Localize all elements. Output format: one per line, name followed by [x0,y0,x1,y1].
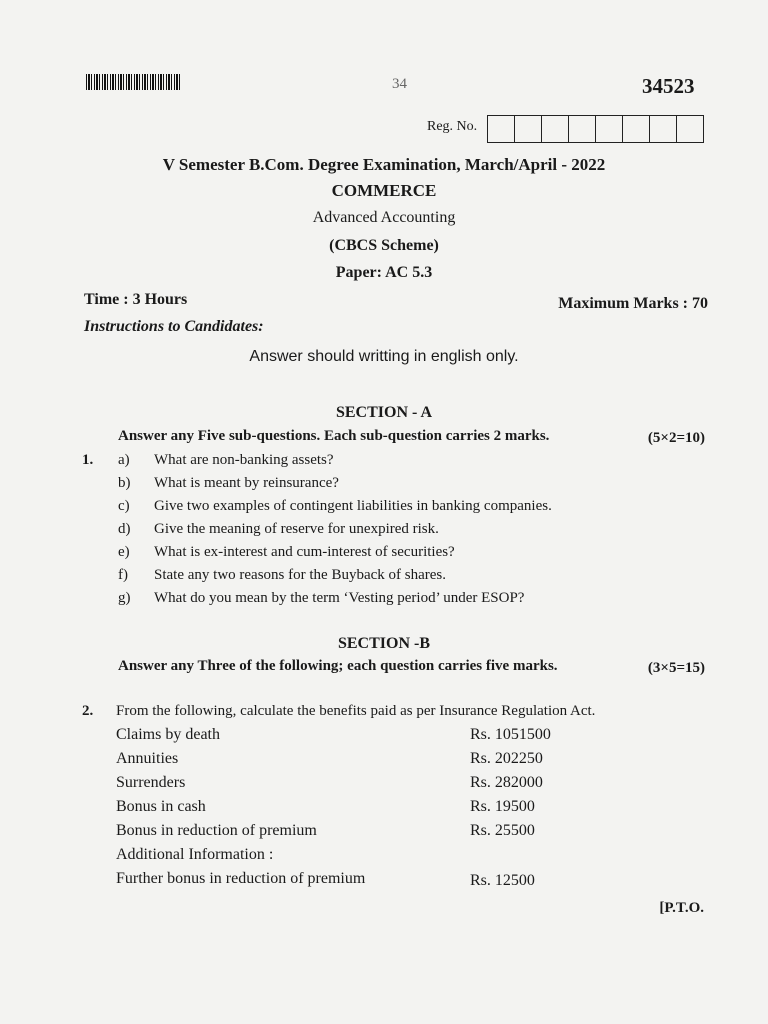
item-label: Bonus in cash [116,798,206,815]
sub-question [118,544,455,561]
reg-no-box [515,116,542,142]
reg-no-box [542,116,569,142]
subject: COMMERCE [331,181,437,200]
question-number: 2. [82,703,94,719]
sub-question-text: What do you mean by the term ‘Vesting period’ under ESOP? [154,590,525,606]
section-a-title: SECTION - A [335,404,433,421]
item-value: Rs. 12500 [470,872,535,889]
instructions-title: Instructions to Candidates: [84,318,264,335]
course: Advanced Accounting [312,209,456,226]
sub-question-text: Give the meaning of reserve for unexpired risk. [154,521,439,537]
bleed-through-text [230,108,233,123]
sub-question [118,567,446,584]
item-label: Bonus in reduction of premium [116,822,317,839]
sub-question-text: What is ex-interest and cum-interest of securities? [154,544,455,560]
sub-question [118,521,439,538]
sub-question [118,590,524,607]
item-value: Rs. 202250 [470,750,543,767]
reg-no-box [677,116,703,142]
sub-question-letter: c) [118,498,130,514]
time-allowed: Time : 3 Hours [84,291,188,308]
exam-title: V Semester B.Com. Degree Examination, March/April - 2022 [162,155,606,174]
sub-question [118,452,334,469]
reg-no-box [623,116,650,142]
section-b-marks: (3×5=15) [647,660,705,676]
section-b-title: SECTION -B [337,635,431,652]
sub-question-letter: d) [118,521,131,537]
question-number: 1. [82,452,94,468]
reg-no-boxes [487,115,704,143]
paper: Paper: AC 5.3 [335,264,433,281]
item-value: Rs. 25500 [470,822,535,839]
sub-question-letter: g) [118,590,131,606]
item-value: Rs. 282000 [470,774,543,791]
reg-no-box [569,116,596,142]
item-label: Additional Information : [116,846,274,863]
item-value: Rs. 19500 [470,798,535,815]
reg-no-box [650,116,677,142]
sub-question-text: What is meant by reinsurance? [154,475,339,491]
sub-question-letter: a) [118,452,130,468]
section-a-marks: (5×2=10) [647,430,705,446]
reg-no-box [488,116,515,142]
item-label: Claims by death [116,726,220,743]
section-b-instruction: Answer any Three of the following; each question carries five marks. [118,658,558,674]
sub-question-letter: b) [118,475,131,491]
barcode [86,74,180,90]
sub-question-letter: f) [118,567,128,583]
reg-no-label: Reg. No. [427,119,478,134]
instructions-body: Answer should writting in english only. [249,348,519,365]
item-label: Surrenders [116,774,186,791]
sub-question-text: State any two reasons for the Buyback of shares. [154,567,447,583]
please-turn-over: [P.T.O. [659,900,704,916]
small-mark: 34 [392,76,407,92]
reg-no-box [596,116,623,142]
scheme: (CBCS Scheme) [329,237,439,254]
sub-question-text: Give two examples of contingent liabilities in banking companies. [154,498,552,514]
max-marks: Maximum Marks : 70 [558,295,708,312]
sub-question-text: What are non-banking assets? [154,452,334,468]
item-value: Rs. 1051500 [470,726,551,743]
section-a-instruction: Answer any Five sub-questions. Each sub-question carries 2 marks. [118,428,550,444]
question-text: From the following, calculate the benefits paid as per Insurance Regulation Act. [116,703,596,719]
paper-code: 34523 [642,74,695,98]
sub-question-letter: e) [118,544,130,560]
item-label: Annuities [116,750,179,767]
item-label: Further bonus in reduction of premium [116,870,366,887]
sub-question [118,475,339,492]
sub-question [118,498,552,515]
